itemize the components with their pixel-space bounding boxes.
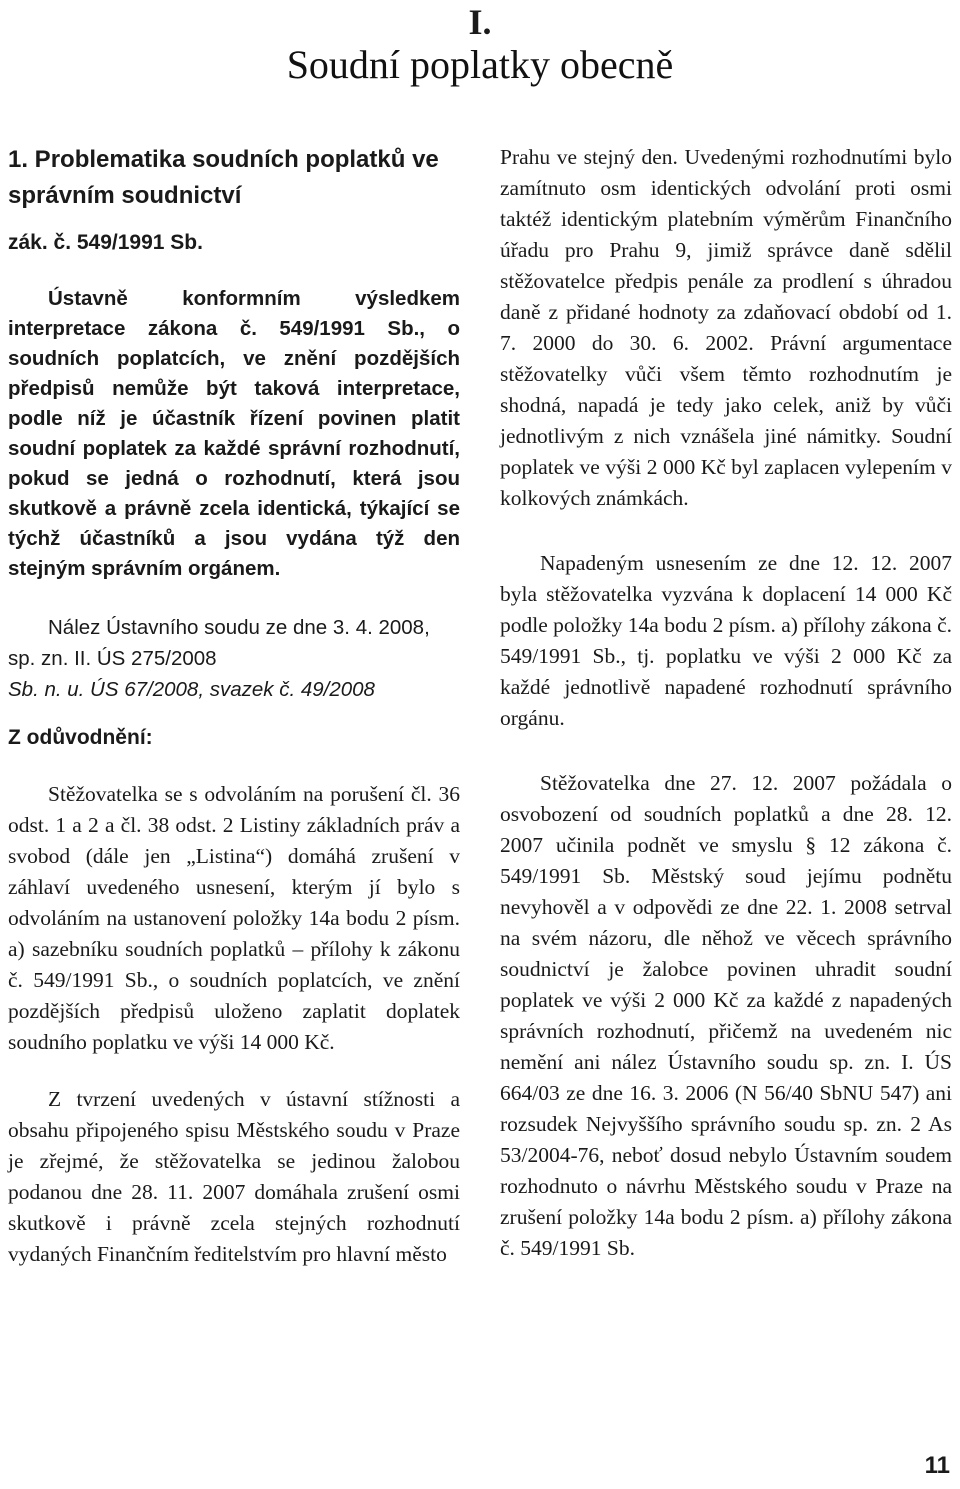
page-number: 11 [924,1452,950,1479]
citation-line-2: Sb. n. u. ÚS 67/2008, svazek č. 49/2008 [8,678,375,701]
chapter-title: Soudní poplatky obecně [286,42,674,87]
body-paragraph: Napadeným usnesením ze dne 12. 12. 2007 byla stěžovatelka vyzvána k doplacení 14 000 Kč podle položky 14a bodu 2 písm. a) přílohy zákona č. 549/1991 Sb., tj. poplatku ve výši 2 000 Kč za každé jednotlivě napadené rozhodnutí správního orgánu. [500,551,952,730]
body-paragraph: Stěžovatelka dne 27. 12. 2007 požádala o osvobození od soudních poplatků a dne 28. 12. 2007 učinila podnět ve smyslu § 12 zákona č. 549/1991 Sb. Městský soud jejímu podnětu nevyhověl a v odpovědi ze dne 22. 1. 2008 setrval na svém názoru, dle něhož ve věcech správního soudnictví je žalobce povinen uhradit soudní poplatek ve výši 2 000 Kč za každé z napadených správních rozhodnutí, přičemž na uvedeném nic nemění ani nález Ústavního soudu sp. zn. I. ÚS 664/03 ze dne 16. 3. 2006 (N 56/40 SbNU 547) ani rozsudek Nejvyššího správního soudu sp. zn. 2 As 53/2004-76, neboť dosud nebylo Ústavním soudem rozhodnuto o návrhu Městského soudu v Praze na zrušení položky 14a bodu 2 písm. a) přílohy zákona č. 549/1991 Sb. [500,771,952,1260]
body-paragraph: Stěžovatelka se s odvoláním na porušení čl. 36 odst. 1 a 2 a čl. 38 odst. 2 Listiny základních práv a svobod (dále jen „Listina“) domáhá zrušení v záhlaví uvedeného usnesení, kterým jí bylo s odvoláním na ustanovení položky 14a bodu 2 písm. a) sazebníku soudních poplatků – přílohy k zákonu č. 549/1991 Sb., o soudních poplatcích, ve znění pozdějších předpisů uloženo zaplatit doplatek soudního poplatku ve výši 14 000 Kč. [8,782,460,1054]
citation-line-1: Nález Ústavního soudu ze dne 3. 4. 2008, sp. zn. II. ÚS 275/2008 [8,616,430,670]
body-paragraph: Z tvrzení uvedených v ústavní stížnosti a obsahu připojeného spisu Městského soudu v Praze je zřejmé, že stěžovatelka se jedinou žalobou podanou dne 28. 11. 2007 domáhala zrušení osmi skutkově i právně zcela stejných rozhodnutí vydaných Finančním ředitelstvím pro hlavní město [8,1087,460,1266]
reasoning-heading: Z odůvodnění: [8,726,153,749]
left-column [8,142,460,1270]
headnote: Ústavně konformním výsledkem interpretace zákona č. 549/1991 Sb., o soudních poplatcích, ve znění pozdějších předpisů nemůže být taková interpretace, podle níž je účastník řízení povinen platit soudní poplatek za každé správní rozhodnutí, pokud se jedná o rozhodnutí, která jsou skutkově a právně zcela identická, týkající se týchž účastníků a jsou vydána týž den stejným správním orgánem. [8,287,460,580]
section-heading: 1. Problematika soudních poplatků ve správním soudnictví [8,146,439,209]
court-citation [8,612,460,705]
law-reference: zák. č. 549/1991 Sb. [8,231,203,254]
right-column [500,142,952,1264]
body-paragraph-continued: Prahu ve stejný den. Uvedenými rozhodnutími bylo zamítnuto osm identických odvolání proti osmi taktéž identickým platebním výměrům Finančního úřadu pro Prahu 9, jimiž správce daně sdělil stěžovatelce předpis penále za prodlení s úhradou daně z přidané hodnoty za zdaňovací období od 1. 7. 2000 do 30. 6. 2002. Právní argumentace stěžovatelky vůči všem těmto rozhodnutím je shodná, napadá je tedy jako celek, aniž by vůči jednotlivým z nich vznášela jiné námitky. Soudní poplatek ve výši 2 000 Kč byl zaplacen vylepením v kolkových známkách. [500,145,952,510]
chapter-number: I. [468,2,492,42]
